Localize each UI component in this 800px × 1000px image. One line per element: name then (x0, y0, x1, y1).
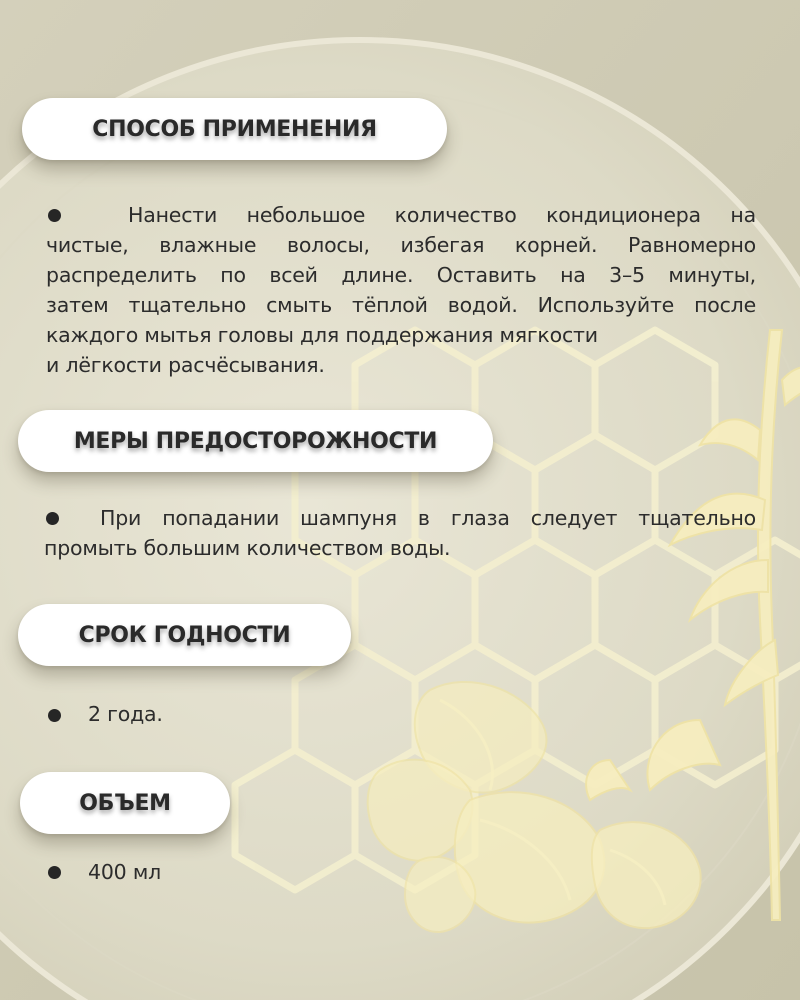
text-line: 400 мл (88, 860, 162, 884)
text-line: При попадании шампуня в глаза следует тщательно (100, 506, 756, 530)
section-header-volume (20, 772, 230, 834)
bullet-icon (48, 866, 61, 879)
text-line: распределить по всей длине. Оставить на 3–5 минуты, (46, 263, 756, 287)
text-line: Нанести небольшое количество кондиционера на (128, 203, 756, 227)
text-line: и лёгкости расчёсывания. (46, 353, 325, 377)
shelf-life-text (88, 699, 388, 729)
section-header-shelf-life (18, 604, 351, 666)
usage-text (46, 200, 756, 380)
section-title: СРОК ГОДНОСТИ (78, 622, 291, 648)
text-line: 2 года. (88, 702, 163, 726)
text-line: затем тщательно смыть тёплой водой. Используйте после (46, 293, 756, 317)
section-title: МЕРЫ ПРЕДОСТОРОЖНОСТИ (73, 428, 438, 454)
text-line: чистые, влажные волосы, избегая корней. Равномерно (46, 233, 756, 257)
precautions-text (44, 503, 756, 563)
bullet-icon (48, 709, 61, 722)
section-header-usage (22, 98, 447, 160)
section-header-precautions (18, 410, 493, 472)
section-title: ОБЪЕМ (79, 790, 171, 816)
text-line: промыть большим количеством воды. (44, 536, 451, 560)
section-title: СПОСОБ ПРИМЕНЕНИЯ (92, 116, 377, 142)
volume-text (88, 857, 388, 887)
text-line: каждого мытья головы для поддержания мягкости (46, 323, 598, 347)
